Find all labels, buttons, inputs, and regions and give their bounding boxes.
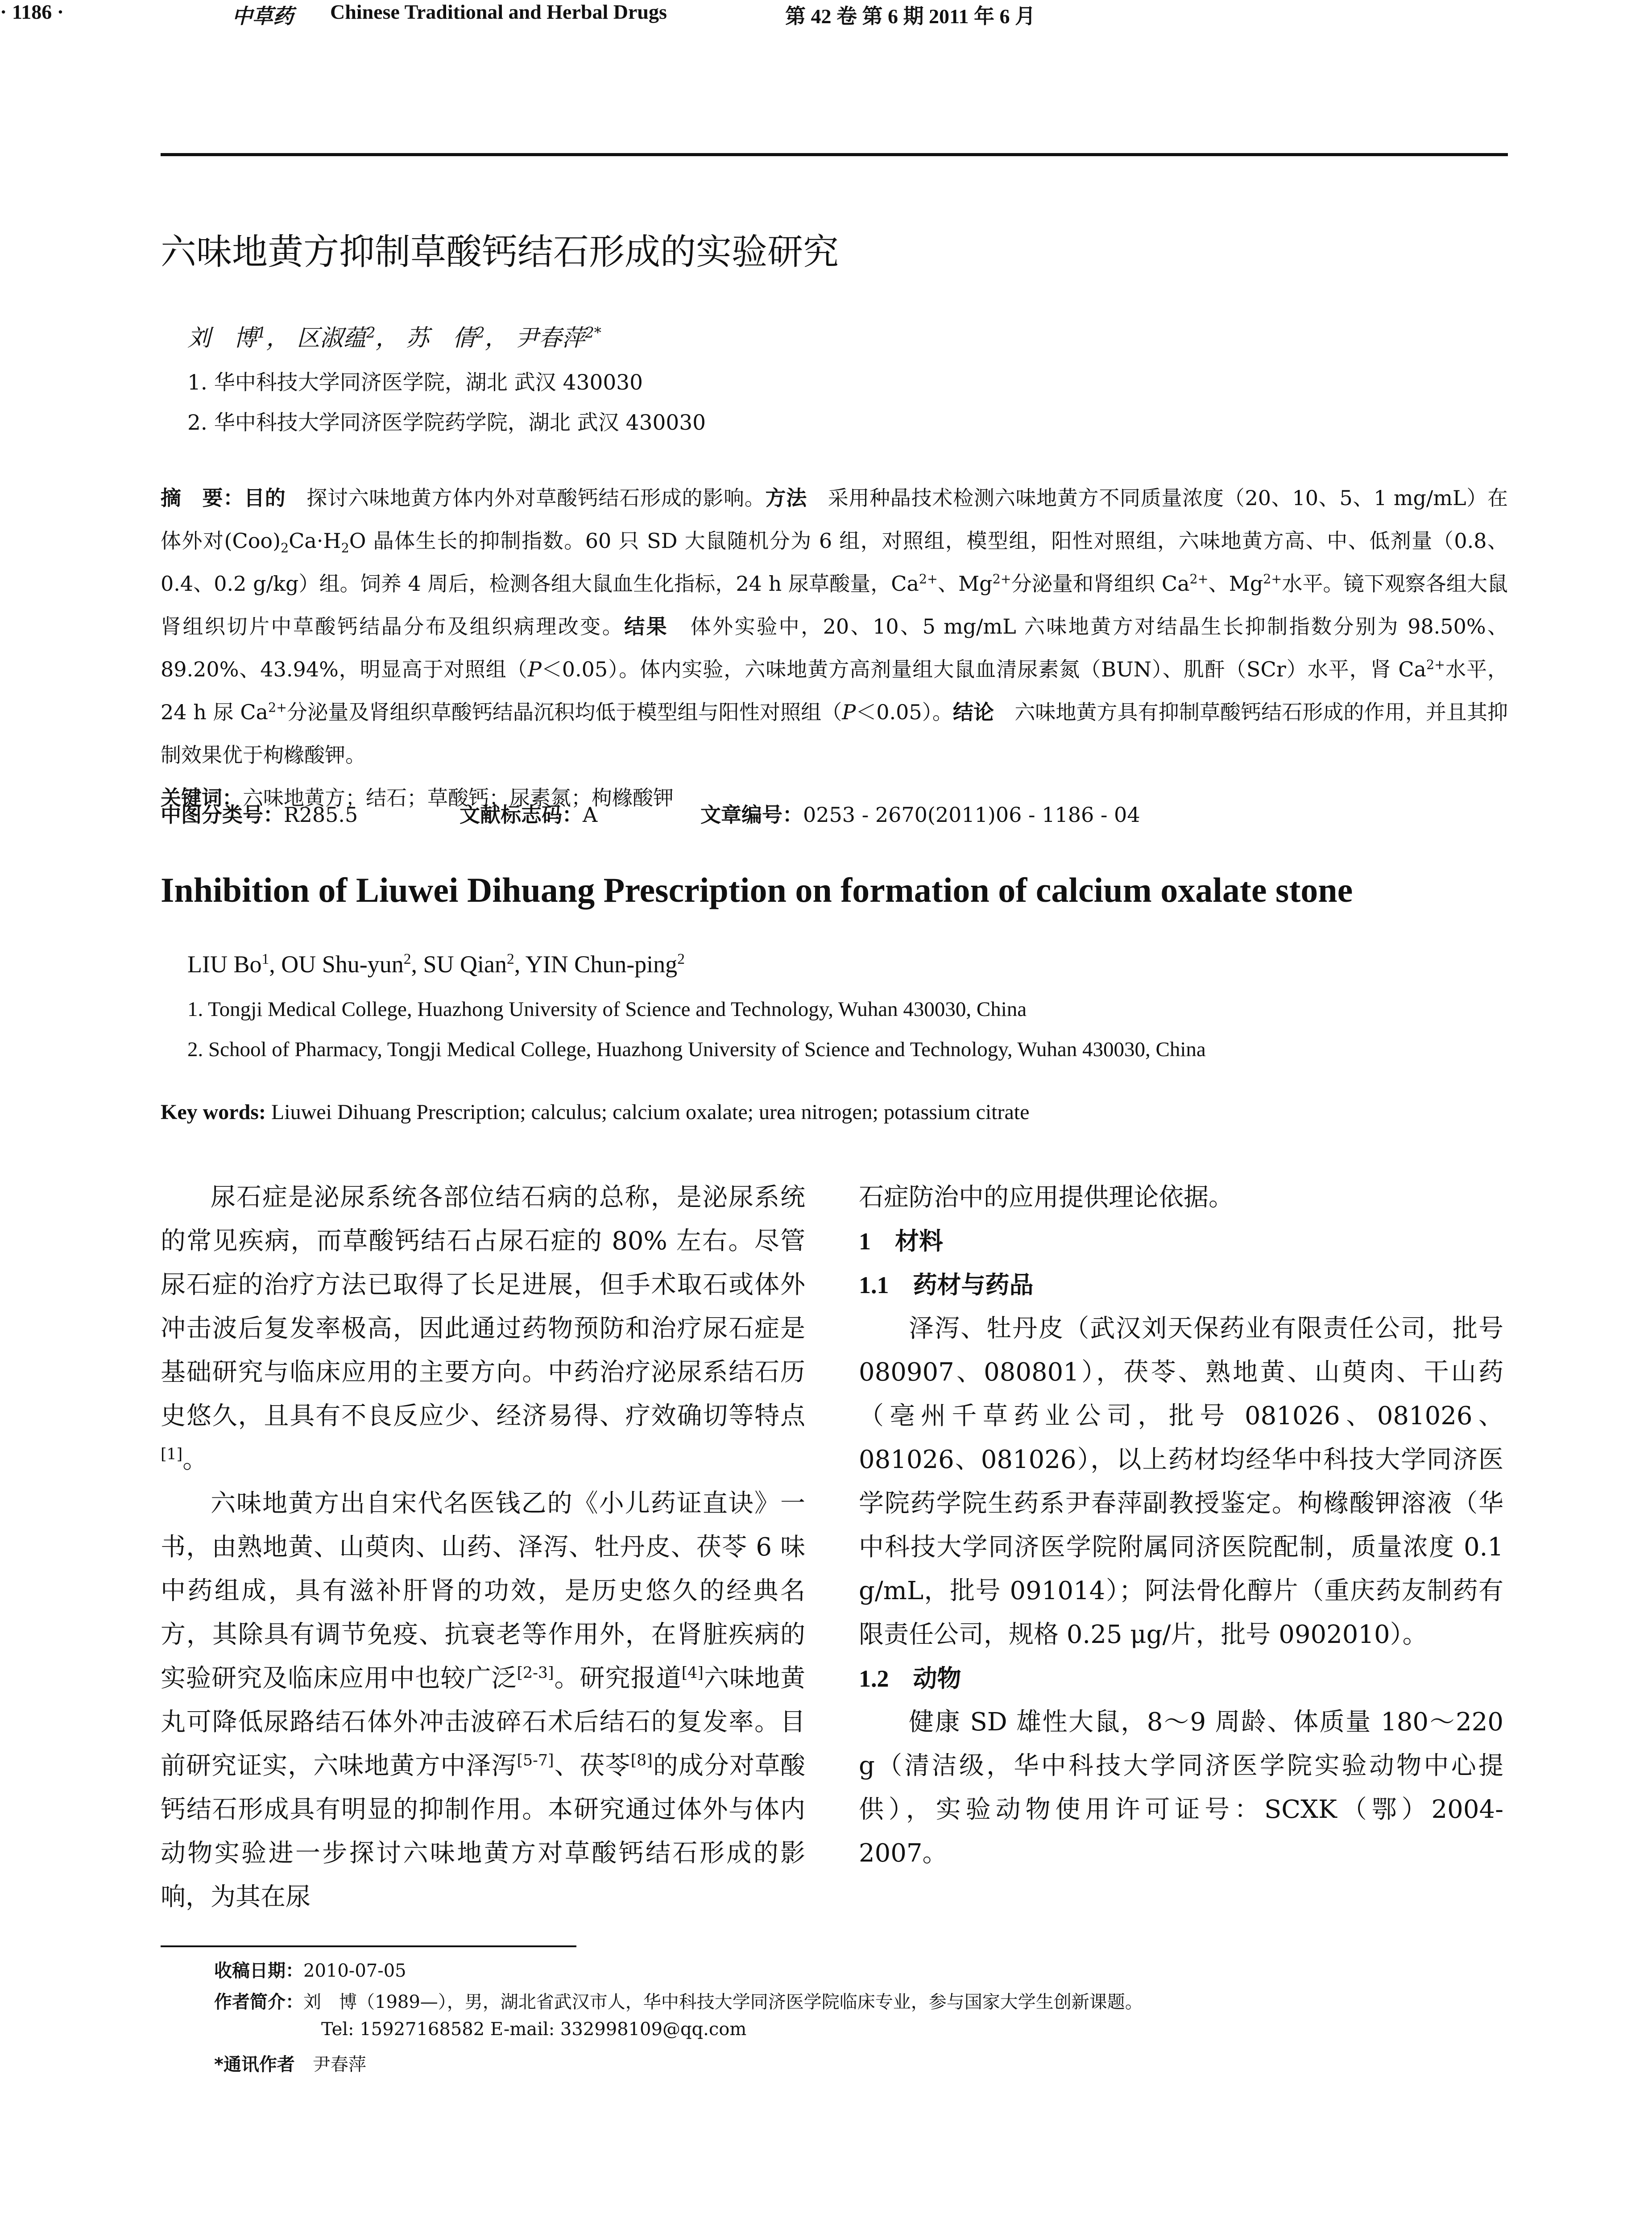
body-paragraph: 尿石症是泌尿系统各部位结石病的总称，是泌尿系统的常见疾病，而草酸钙结石占尿石症的 80% 左右。尽管尿石症的治疗方法已取得了长足进展，但手术取石或体外冲击波后复发率极高，因此通过药物预防和治疗尿石症是基础研究与临床应用的主要方向。中药治疗泌尿系结石历史悠久，且具有不良反应少、经济易得、疗效确切等特点[1]。	[161, 1183, 805, 1474]
body-paragraph: 六味地黄方出自宋代名医钱乙的《小儿药证直诀》一书，由熟地黄、山萸肉、山药、泽泻、牡丹皮、茯苓 6 味中药组成，具有滋补肝肾的功效，是历史悠久的经典名方，其除具有调节免疫、抗衰老等作用外，在肾脏疾病的实验研究及临床应用中也较广泛[2-3]。研究报道[4]六味地黄丸可降低尿路结石体外冲击波碎石术后结石的复发率。目前研究证实，六味地黄方中泽泻[5-7]、茯苓[8]的成分对草酸钙结石形成具有明显的抑制作用。本研究通过体外与体内动物实验进一步探讨六味地黄方对草酸钙结石形成的影响，为其在尿	[161, 1489, 806, 1912]
body-right-column	[859, 1176, 1503, 1875]
classification-line: 中图分类号：R285.5	[161, 803, 358, 827]
author-name: 刘 博	[187, 325, 257, 352]
body-paragraph: 健康 SD 雄性大鼠，8～9 周龄、体质量 180～220 g（清洁级，华中科技大学同济医学院实验动物中心提供），实验动物使用许可证号：SCXK（鄂）2004-2007。	[859, 1708, 1503, 1868]
body-paragraph: 泽泻、牡丹皮（武汉刘天保药业有限责任公司，批号 080907、080801），茯苓、熟地黄、山萸肉、干山药（亳州千草药业公司，批号 081026、081026、081026、081026），以上药材均经华中科技大学同济医学院药学院生药系尹春萍副教授鉴定。枸橼酸钾溶液（华中科技大学同济医学院附属同济医院配制，质量浓度 0.1 g/mL，批号 091014）；阿法骨化醇片（重庆药友制药有限责任公司，规格 0.25 μg/片，批号 0902010）。	[859, 1314, 1503, 1649]
keywords-cn: 六味地黄方；结石；草酸钙；尿素氮；枸橼酸钾	[243, 786, 674, 810]
body-left-column	[161, 1176, 805, 1919]
footnote-corresponding: *通讯作者 尹春萍	[214, 2054, 366, 2075]
author-name: 区淑蕴	[297, 325, 367, 352]
footnote-rule	[161, 1945, 576, 1947]
author-name: 苏 倩	[406, 325, 476, 352]
journal-name-cn: 中草药	[232, 4, 294, 28]
abstract-cn: 摘 要：目的 探讨六味地黄方体内外对草酸钙结石形成的影响。方法 采用种晶技术检测六味地黄方不同质量浓度（20、10、5、1 mg/mL）在体外对$(Coo)_2Ca\cdot H_2O$ 晶体生长的抑制指数。60 只 SD 大鼠随机分为 6 组，对照组，模型组，阳性对照组，六味地黄方高、中、低剂量（0.8、0.4、0.2 g/kg）组。饲养 4 周后，检测各组大鼠血生化指标，24 h 尿草酸量，$Ca^{2+}$、$Mg^{2+}$分泌量和肾组织 $Ca^{2+}$、$Mg^{2+}$水平。镜下观察各组大鼠肾组织切片中草酸钙结晶分布及组织病理改变。结果 体外实验中，20、10、5 mg/mL 六味地黄方对结晶生长抑制指数分别为 98.50%、89.20%、43.94%，明显高于对照组（P＜0.05）。体内实验，六味地黄方高剂量组大鼠血清尿素氮（BUN）、肌酐（SCr）水平，肾 $Ca^{2+}$水平，24 h 尿 $Ca^{2+}$分泌量及肾组织草酸钙结晶沉积均低于模型组与阳性对照组（P＜0.05）。结论 六味地黄方具有抑制草酸钙结石形成的作用，并且其抑制效果优于枸橼酸钾。 关键词：六味地黄方；结石；草酸钙；尿素氮；枸橼酸钾	[161, 486, 1508, 810]
section-heading-1-2: 1.2 动物	[859, 1664, 961, 1692]
journal-name-en: Chinese Traditional and Herbal Drugs	[330, 0, 667, 23]
footnote-author-bio: 作者简介：刘 博（1989—），男，湖北省武汉市人，华中科技大学同济医学院临床专业，参与国家大学生创新课题。	[214, 1992, 1143, 2012]
section-heading-1-1: 1.1 药材与药品	[859, 1271, 1034, 1299]
author-list-cn: 刘 博$^1$， 区淑蕴$^2$， 苏 倩$^2$， 尹春萍$^{2*}$	[187, 324, 601, 352]
document-code: 文献标志码：A	[460, 803, 598, 827]
keywords-label: 关键词：	[161, 786, 243, 810]
body-paragraph: 石症防治中的应用提供理论依据。	[859, 1183, 1234, 1212]
footnote-received: 收稿日期：2010-07-05	[214, 1961, 406, 1981]
article-number: 文章编号：0253 - 2670(2011)06 - 1186 - 04	[700, 803, 1140, 827]
journal-issue: 第 42 卷 第 6 期 2011 年 6 月	[785, 5, 1035, 28]
author-list-en: LIU Bo$^1$, OU Shu-yun$^2$, SU Qian$^2$, YIN Chun-ping$^2$	[187, 951, 685, 978]
footnote-contact: Tel: 15927168582 E-mail: 332998109@qq.com	[321, 2019, 747, 2040]
keywords-en: Key words: Liuwei Dihuang Prescription; calculus; calcium oxalate; urea nitrogen; potassium citrate	[161, 1100, 1030, 1124]
abstract-label: 摘 要：	[161, 486, 244, 510]
section-heading-1: 1 材料	[859, 1227, 943, 1255]
running-header	[0, 0, 1347, 36]
header-rule	[161, 153, 1508, 156]
keywords-en-label: Key words:	[161, 1100, 266, 1124]
affiliation-cn-1: 1. 华中科技大学同济医学院，湖北 武汉 430030	[187, 370, 643, 395]
page-number: · 1186 ·	[0, 0, 64, 23]
article-title-en: Inhibition of Liuwei Dihuang Prescription on formation of calcium oxalate stone	[161, 871, 1353, 909]
article-title-cn: 六味地黄方抑制草酸钙结石形成的实验研究	[161, 231, 839, 273]
affiliation-en-2: 2. School of Pharmacy, Tongji Medical College, Huazhong University of Science and Technology, Wuhan 430030, China	[187, 1038, 1206, 1061]
affiliation-cn-2: 2. 华中科技大学同济医学院药学院，湖北 武汉 430030	[187, 411, 706, 435]
affiliation-en-1: 1. Tongji Medical College, Huazhong University of Science and Technology, Wuhan 430030, China	[187, 998, 1027, 1021]
author-name: 尹春萍	[515, 325, 585, 352]
